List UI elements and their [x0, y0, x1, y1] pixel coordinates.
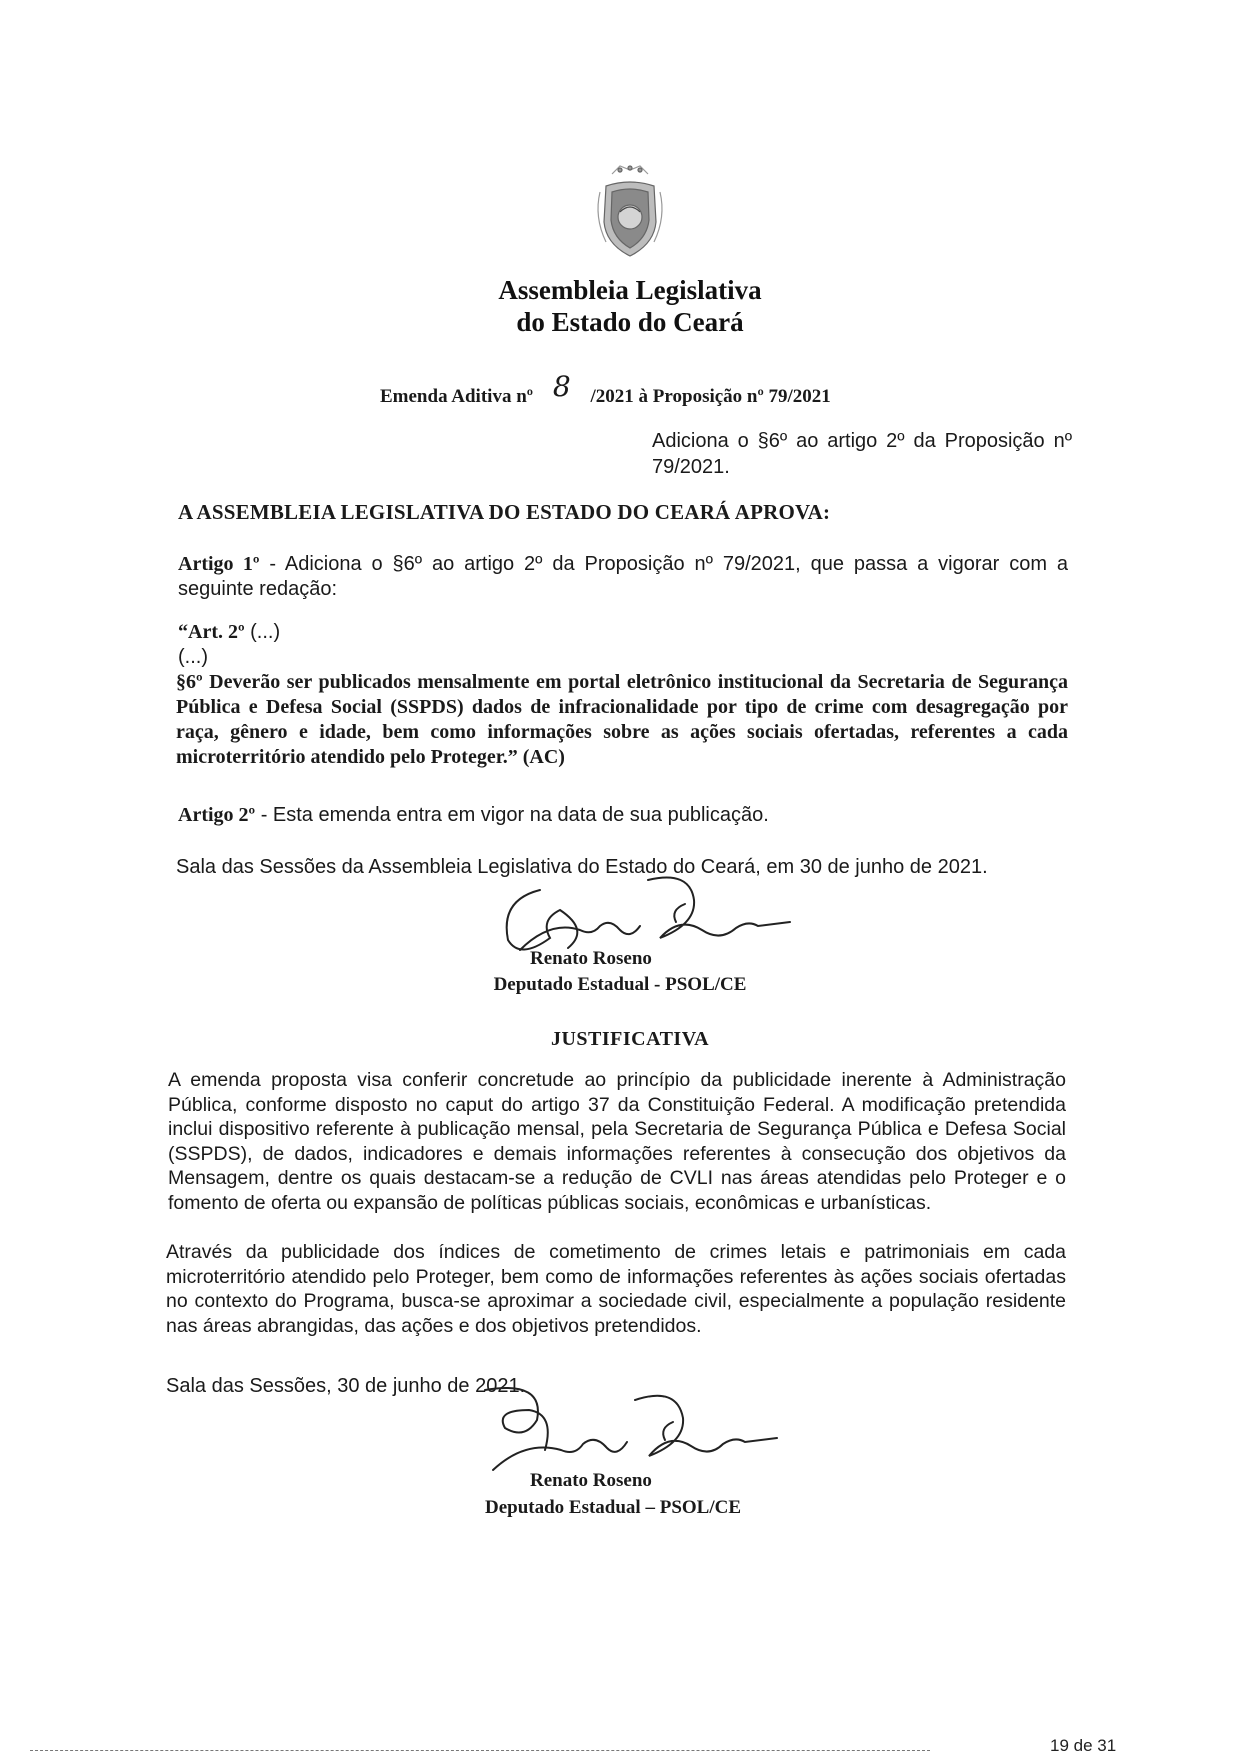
quoted-ellipsis: (...) — [178, 646, 208, 668]
session-date-line: Sala das Sessões da Assembleia Legislativa do Estado do Ceará, em 30 de junho de 2021. — [176, 856, 988, 878]
emenda-title — [380, 370, 920, 409]
quoted-article-label: “Art. 2º — [178, 621, 245, 643]
footer-divider — [30, 1750, 930, 1752]
justificativa-title: JUSTIFICATIVA — [550, 1028, 710, 1050]
signer-role: Deputado Estadual - PSOL/CE — [493, 974, 747, 995]
ementa: Adiciona o §6º ao artigo 2º da Proposição nº 79/2021. — [652, 430, 1072, 478]
page-number: 19 de 31 — [1050, 1736, 1117, 1755]
ceara-coat-of-arms-icon — [590, 162, 670, 262]
signer-name: Renato Roseno — [530, 948, 652, 969]
emenda-title-suffix: /2021 à Proposição nº 79/2021 — [590, 386, 831, 407]
article-1-text: - Adiciona o §6º ao artigo 2º da Proposição nº 79/2021, que passa a vigorar com a seguinte redação: — [178, 553, 1069, 600]
article-2-text: - Esta emenda entra em vigor na data de sua publicação. — [255, 804, 769, 826]
signer-name: Renato Roseno — [530, 1470, 652, 1491]
article-2 — [178, 803, 1068, 828]
org-name-line1: Assembleia Legislativa — [498, 275, 762, 305]
paragraph-6: §6º Deverão ser publicados mensalmente em portal eletrônico institucional da Secretaria de Segurança Pública e Defesa Social (SSPDS) dados de infracionalidade por tipo de crime com desagregação por raça, gênero e idade, bem como informações sobre as ações sociais ofertadas, referentes a cada microterritório atendido pelo Proteger.” (AC) — [176, 671, 1068, 768]
signer-role: Deputado Estadual – PSOL/CE — [484, 1497, 742, 1518]
justificativa-paragraph-2: Através da publicidade dos índices de cometimento de crimes letais e patrimoniais em cada microterritório atendido pelo Proteger, bem como de informações referentes às ações sociais ofertadas no contexto do Programa, busca-se aproximar a sociedade civil, especialmente a população residente nas áreas abrangidas, das ações e dos objetivos pretendidos. — [166, 1241, 1066, 1337]
article-1 — [178, 552, 1068, 602]
org-name-line2: do Estado do Ceará — [516, 307, 744, 337]
approve-heading: A ASSEMBLEIA LEGISLATIVA DO ESTADO DO CEARÁ APROVA: — [178, 500, 831, 524]
justificativa-paragraph-1: A emenda proposta visa conferir concretude ao princípio da publicidade inerente à Administração Pública, conforme disposto no caput do artigo 37 da Constituição Federal. A modificação pretendida inclui dispositivo referente à publicação mensal, pela Secretaria de Segurança Pública e Defesa Social (SSPDS), de dados, indicadores e demais informações referentes à consecução dos objetivos da Mensagem, dentre os quais destacam-se a redução de CVLI nas áreas atendidas pelo Proteger e o fomento de oferta ou expansão de políticas públicas sociais, econômicas e urbanísticas. — [168, 1069, 1066, 1214]
article-2-label: Artigo 2º — [178, 804, 256, 826]
article-1-label: Artigo 1º — [178, 553, 260, 575]
justificativa-session-date: Sala das Sessões, 30 de junho de 2021. — [166, 1375, 526, 1397]
quoted-article-head — [178, 620, 280, 645]
emenda-title-prefix: Emenda Aditiva nº — [380, 386, 534, 407]
quoted-article-rest: (...) — [244, 621, 281, 643]
emenda-number-handwritten: 8 — [552, 370, 571, 403]
